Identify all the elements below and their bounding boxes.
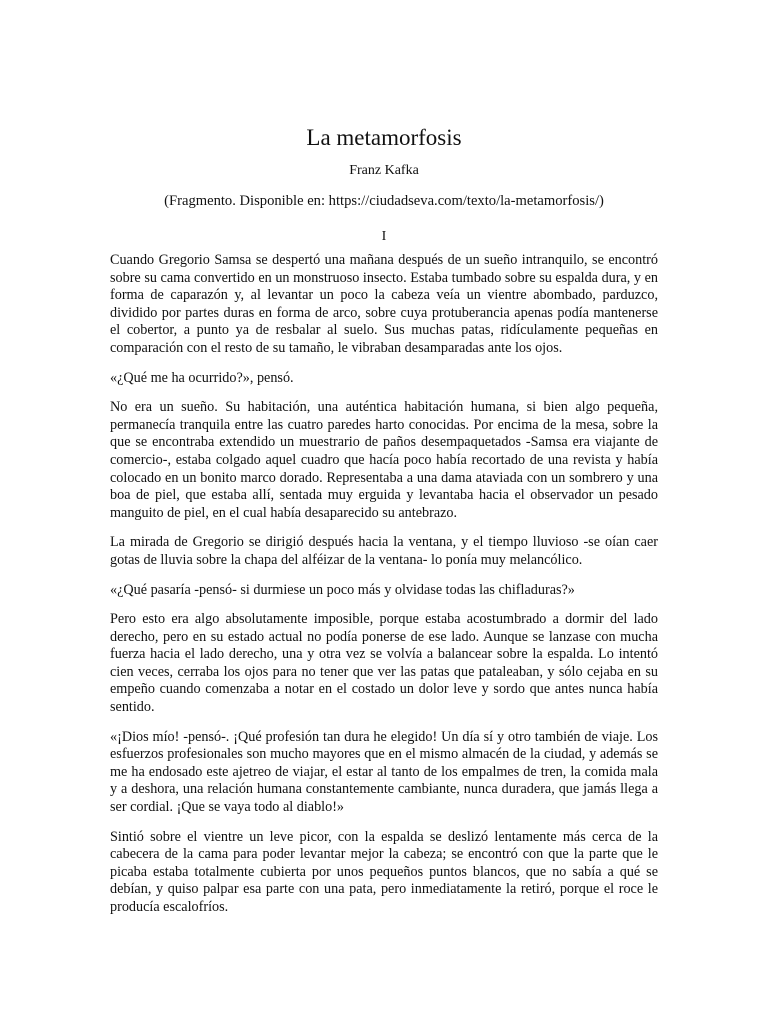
chapter-heading: I xyxy=(381,229,387,244)
paragraph: Sintió sobre el vientre un leve picor, con la espalda se deslizó lentamente más cerca de la cabecera de la cama para poder levantar mejor la cabeza; se encontró con que la parte que le picaba estaba totalmente cubierta por unos pequeños puntos blancos, que no sabía a qué se debían, y quiso palpar esa parte con una pata, pero inmediatamente la retiró, porque el roce le producía escalofríos. xyxy=(110,828,658,915)
paragraph: La mirada de Gregorio se dirigió después hacia la ventana, y el tiempo lluvioso -se oían caer gotas de lluvia sobre la chapa del alféizar de la ventana- lo ponía muy melancólico. xyxy=(110,534,658,568)
paragraph: Pero esto era algo absolutamente imposible, porque estaba acostumbrado a dormir del lado derecho, pero en su estado actual no podía ponerse de ese lado. Aunque se lanzase con mucha fuerza hacia el lado derecho, una y otra vez se volvía a balancear sobre la espalda. Lo intentó cien veces, cerraba los ojos para no tener que ver las patas que pataleaban, y sólo cejaba en su empeño cuando comenzaba a notar en el costado un dolor leve y sordo que antes nunca había sentido. xyxy=(110,611,658,716)
paragraph: «¿Qué pasaría -pensó- si durmiese un poco más y olvidase todas las chifladuras?» xyxy=(110,581,575,598)
document-body xyxy=(110,252,658,929)
paragraph: «¡Dios mío! -pensó-. ¡Qué profesión tan dura he elegido! Un día sí y otro también de viaje. Los esfuerzos profesionales son mucho mayores que en el mismo almacén de la ciudad, y además se me ha endosado este ajetreo de viajar, el estar al tanto de los empalmes de tren, la comida mala y a deshora, una relación humana constantemente cambiante, nunca duradera, que jamás llega a ser cordial. ¡Que se vaya todo al diablo!» xyxy=(110,728,658,816)
source-note: (Fragmento. Disponible en: https://ciudadseva.com/texto/la-metamorfosis/) xyxy=(164,193,604,209)
paragraph: Cuando Gregorio Samsa se despertó una mañana después de un sueño intranquilo, se encontró sobre su cama convertido en un monstruoso insecto. Estaba tumbado sobre su espalda dura, y en forma de caparazón y, al levantar un poco la cabeza veía un vientre abombado, parduzco, dividido por partes duras en forma de arco, sobre cuya protuberancia apenas podía mantenerse el cobertor, a punto ya de resbalar al suelo. Sus muchas patas, ridículamente pequeñas en comparación con el resto de su tamaño, le vibraban desamparadas ante los ojos. xyxy=(110,252,658,356)
paragraph: «¿Qué me ha ocurrido?», pensó. xyxy=(110,369,294,386)
paragraph: No era un sueño. Su habitación, una auténtica habitación humana, si bien algo pequeña, permanecía tranquila entre las cuatro paredes harto conocidas. Por encima de la mesa, sobre la que se encontraba extendido un muestrario de paños desempaquetados -Samsa era viajante de comercio-, estaba colgado aquel cuadro que hacía poco había recortado de una revista y había colocado en un bonito marco dorado. Representaba a una dama ataviada con un sombrero y una boa de piel, que estaba allí, sentada muy erguida y levantaba hacia el observador un pesado manguito de piel, en el cual había desaparecido su antebrazo. xyxy=(110,399,658,521)
author-name: Franz Kafka xyxy=(349,163,419,178)
page-title: La metamorfosis xyxy=(306,125,462,150)
